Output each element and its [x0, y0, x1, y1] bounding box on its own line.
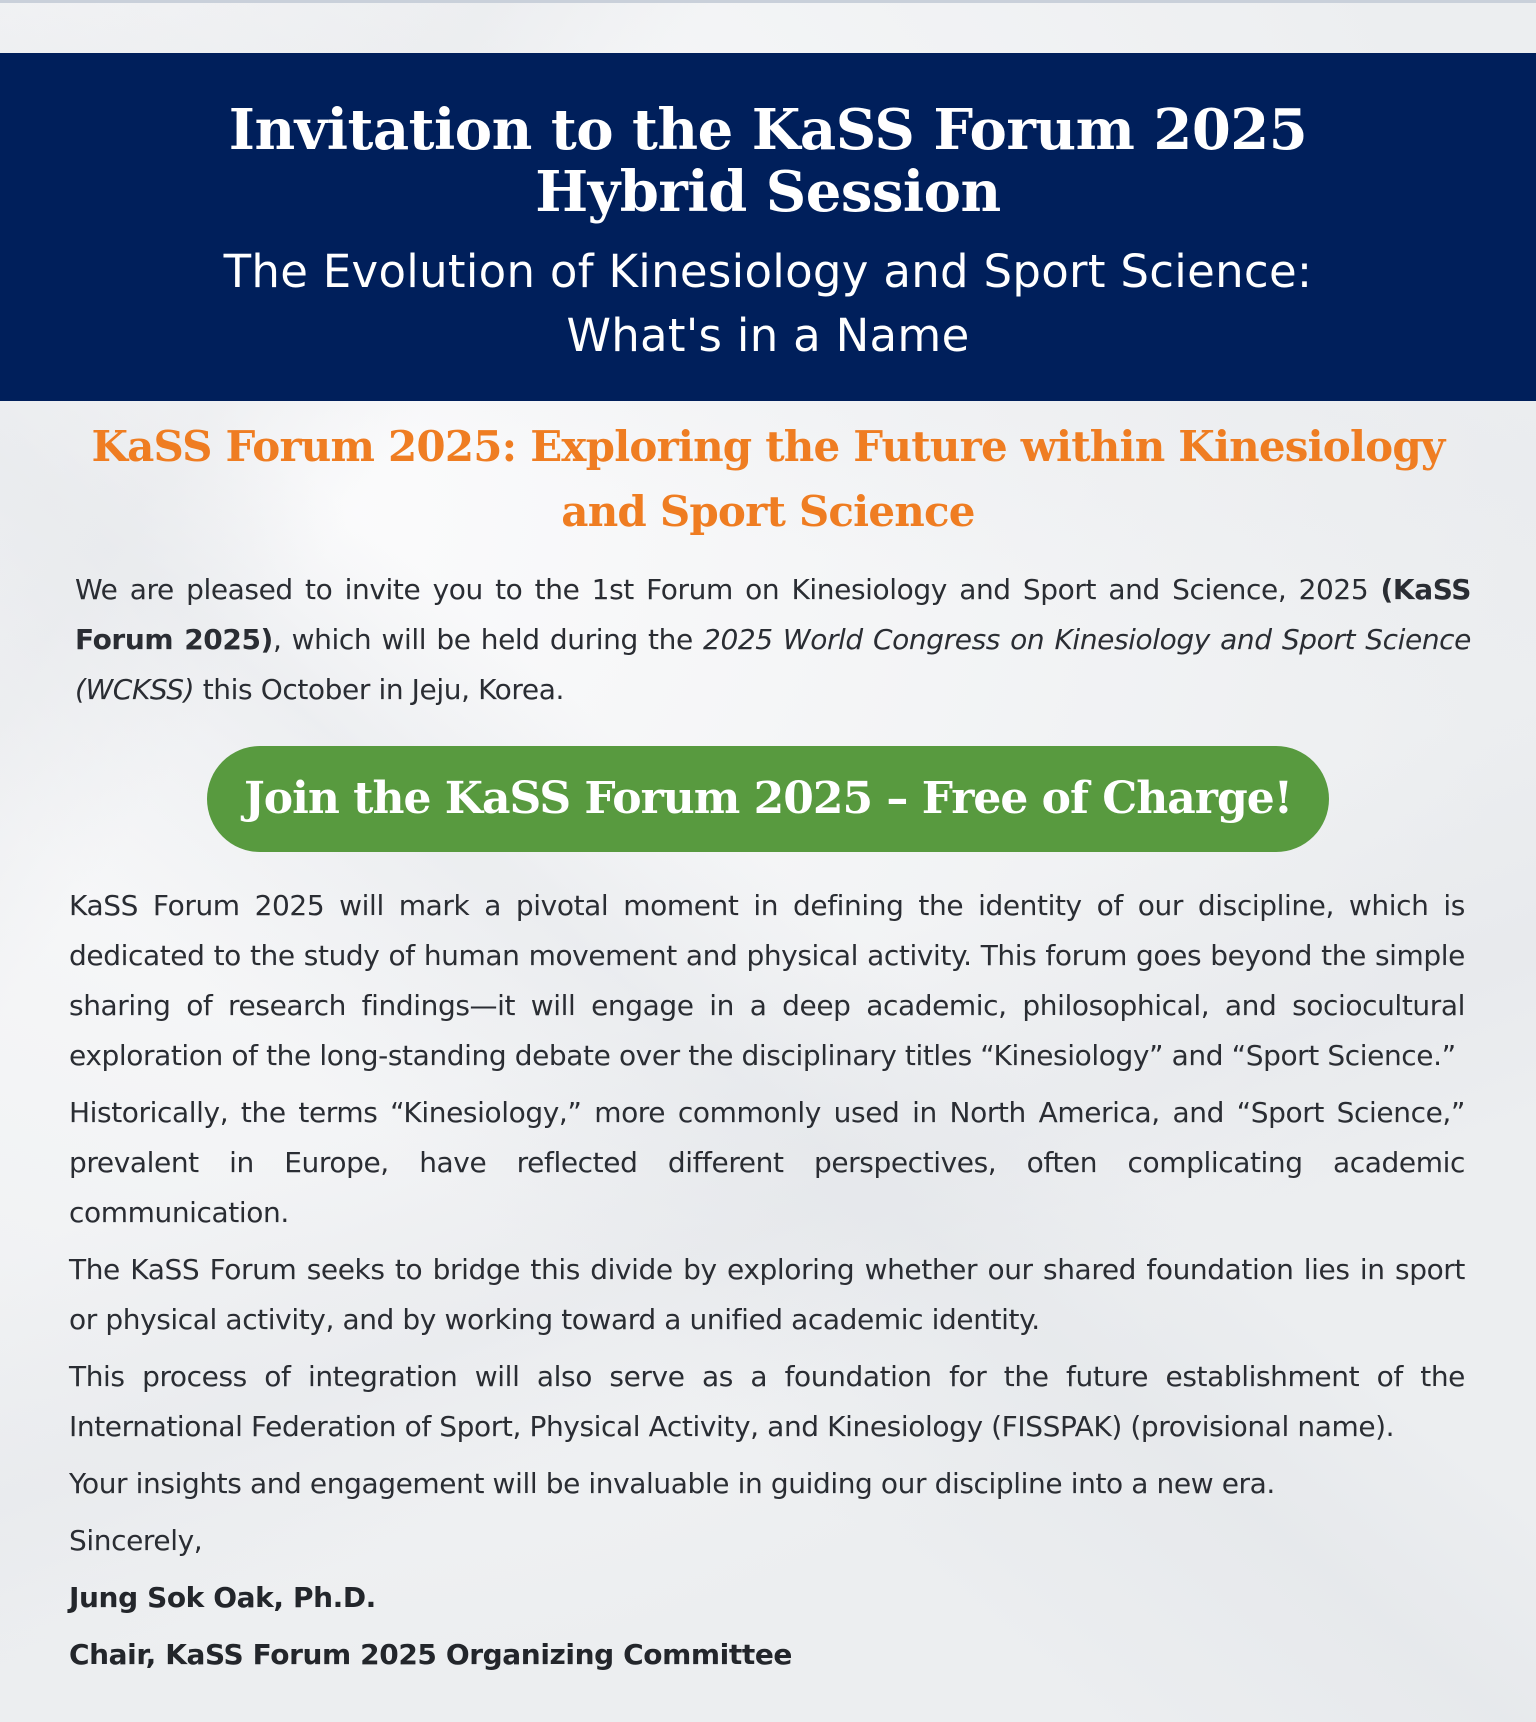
body-paragraph-2: Historically, the terms “Kinesiology,” more commonly used in North America, and “Sport Science,” prevalent in Europe, have reflected different perspectives, often complicating academic communication. [69, 1096, 1465, 1229]
intro-text-1: We are pleased to invite you to the 1st Forum on Kinesiology and Sport and Science, 2025 [75, 573, 1381, 606]
title-line-1: Invitation to the KaSS Forum 2025 [228, 97, 1308, 163]
body-paragraph-1: KaSS Forum 2025 will mark a pivotal moment in defining the identity of our discipline, which is dedicated to the study of human movement and physical activity. This forum goes beyond the simple sharing of research findings—it will engage in a deep academic, philosophical, and sociocultural exploration of the long-standing debate over the disciplinary titles “Kinesiology” and “Sport Science.” [69, 889, 1465, 1072]
body-paragraph-3: The KaSS Forum seeks to bridge this divide by exploring whether our shared foundation lies in sport or physical activity, and by working toward a unified academic identity. [69, 1253, 1465, 1336]
intro-paragraph [75, 565, 1471, 715]
intro-bold-forum-name: (KaSS Forum 2025) [75, 573, 1471, 656]
join-forum-button[interactable]: Join the KaSS Forum 2025 – Free of Charge! [207, 746, 1329, 852]
section-heading-line-2: and Sport Science [561, 487, 975, 536]
letter-body [69, 881, 1465, 1687]
subtitle-line-2: What's in a Name [566, 309, 970, 362]
title-line-2: Hybrid Session [535, 159, 1001, 225]
body-paragraph-4: This process of integration will also serve as a foundation for the future establishment of the International Federation of Sport, Physical Activity, and Kinesiology (FISSPAK) (provisional name). [69, 1360, 1465, 1443]
intro-italic-congress: 2025 World Congress on Kinesiology and Sport Science (WCKSS) [75, 623, 1472, 706]
signer-name: Jung Sok Oak, Ph.D. [69, 1581, 376, 1614]
body-paragraph-5: Your insights and engagement will be invaluable in guiding our discipline into a new era. [69, 1467, 1275, 1500]
header-banner [0, 53, 1536, 401]
subtitle-line-1: The Evolution of Kinesiology and Sport Science: [223, 245, 1313, 298]
signer-role: Chair, KaSS Forum 2025 Organizing Committee [69, 1638, 793, 1671]
closing-salutation: Sincerely, [69, 1524, 203, 1557]
intro-text-3: this October in Jeju, Korea. [194, 673, 564, 706]
top-rule [0, 0, 1536, 3]
intro-text-2: , which will be held during the [272, 623, 704, 656]
section-heading-line-1: KaSS Forum 2025: Exploring the Future within Kinesiology [91, 422, 1445, 471]
page-title [0, 99, 1536, 223]
section-heading [70, 414, 1466, 544]
page-subtitle [0, 240, 1536, 368]
